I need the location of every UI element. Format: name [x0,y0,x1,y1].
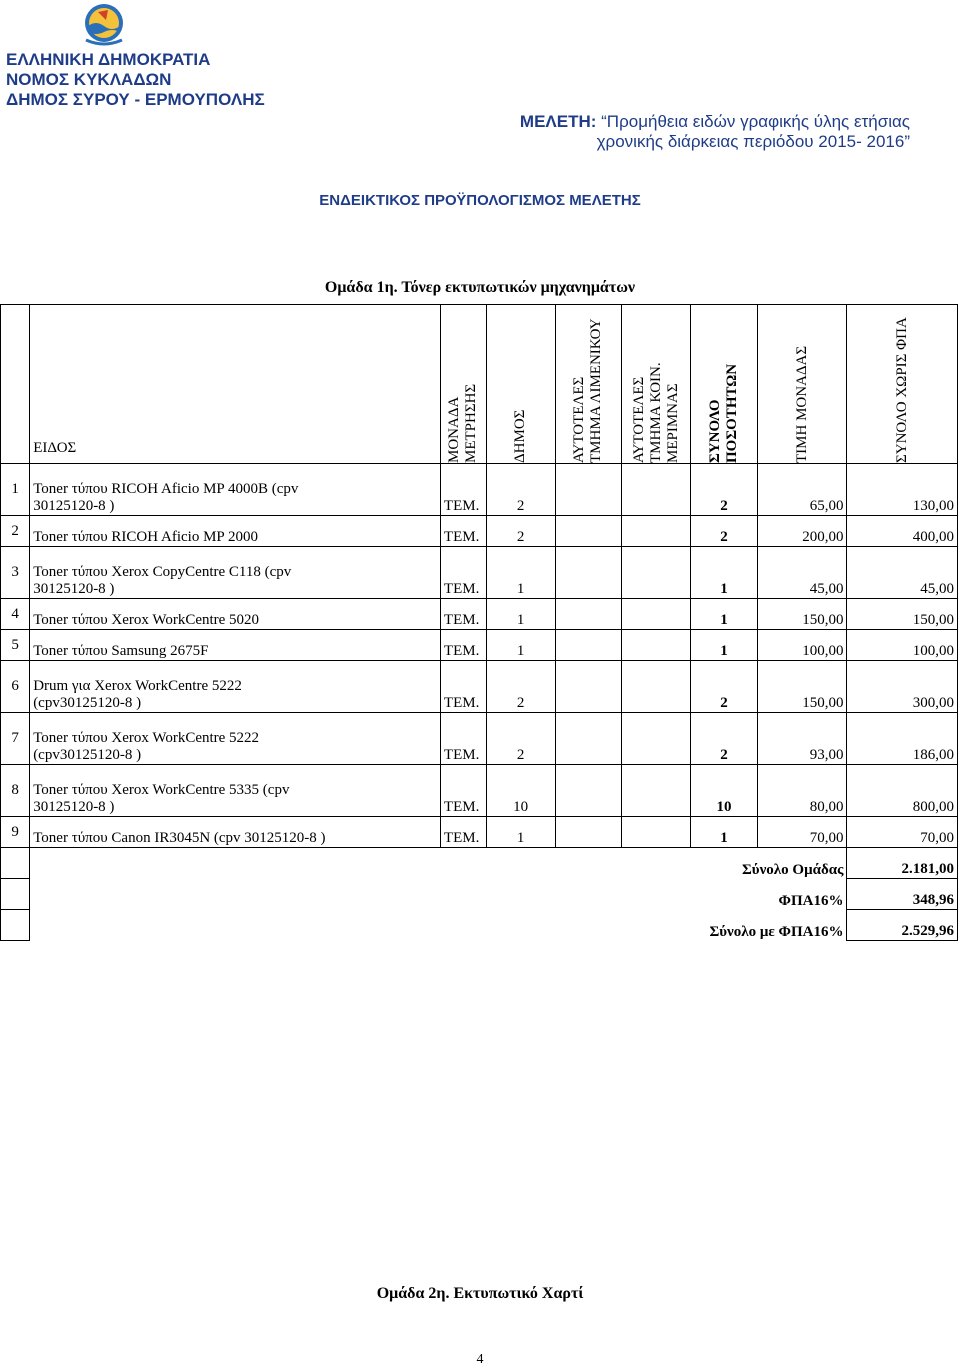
item-line: Toner τύπου Xerox WorkCentre 5222 [33,730,260,746]
port-fund-qty [555,630,622,661]
unit-price: 70,00 [757,817,847,848]
study-line-1: “Προμήθεια ειδών γραφικής ύλης ετήσιας [596,112,910,131]
item-line: (cpv30125120-8 ) [33,747,142,763]
row-total: 800,00 [847,765,958,817]
item-description [30,765,441,817]
group-2-title: Ομάδα 2η. Εκτυπωτικό Χαρτί [376,1285,584,1302]
header-social-care: ΑΥΤΟΤΕΛΕΣ ΤΜΗΜΑ ΚΟΙΝ. ΜΕΡΙΜΝΑΣ [622,305,691,464]
header-unit: ΜΟΝΑΔΑ ΜΕΤΡΗΣΗΣ [440,305,486,464]
study-label: ΜΕΛΕΤΗ: [519,112,597,131]
item-line: Toner τύπου Samsung 2675F [33,643,209,659]
municipality-qty: 2 [486,464,555,516]
header-unit-price: ΤΙΜΗ ΜΟΝΑΔΑΣ [757,305,847,464]
port-fund-qty [555,516,622,547]
header-port-fund: ΑΥΤΟΤΕΛΕΣ ΤΜΗΜΑ ΛΙΜΕΝΙΚΟΥ [555,305,622,464]
row-number: 9 [1,817,30,848]
totals-row [1,848,958,879]
header-total-no-vat: ΣΥΝΟΛΟ ΧΩΡΙΣ ΦΠΑ [847,305,958,464]
total-qty: 10 [691,765,758,817]
social-care-qty [622,661,691,713]
social-care-qty [622,765,691,817]
totals-spacer [1,910,30,941]
authority-prefecture: ΝΟΜΟΣ ΚΥΚΛΑΔΩΝ [6,70,172,89]
header-item: ΕΙΔΟΣ [30,305,441,464]
row-total: 150,00 [847,599,958,630]
municipality-qty: 10 [486,765,555,817]
row-number: 4 [1,599,30,630]
table-row [1,516,958,547]
item-description [30,516,441,547]
municipality-qty: 1 [486,547,555,599]
unit-price: 80,00 [757,765,847,817]
budget-table [0,304,958,941]
totals-body [1,848,958,941]
municipality-qty: 1 [486,599,555,630]
table-row [1,817,958,848]
table-row [1,599,958,630]
unit-cell: ΤΕΜ. [440,516,486,547]
item-description [30,630,441,661]
authority-country: ΕΛΛΗΝΙΚΗ ΔΗΜΟΚΡΑΤΙΑ [6,50,211,69]
total-qty: 1 [691,599,758,630]
unit-cell: ΤΕΜ. [440,630,486,661]
row-number: 8 [1,765,30,817]
unit-cell: ΤΕΜ. [440,599,486,630]
port-fund-qty [555,547,622,599]
item-line: (cpv30125120-8 ) [33,695,142,711]
table-row [1,464,958,516]
item-line: 30125120-8 ) [33,581,115,597]
document-title: ΕΝΔΕΙΚΤΙΚΟΣ ΠΡΟΫΠΟΛΟΓΙΣΜΟΣ ΜΕΛΕΤΗΣ [319,192,641,209]
row-total: 130,00 [847,464,958,516]
unit-price: 65,00 [757,464,847,516]
table-row [1,547,958,599]
unit-price: 150,00 [757,661,847,713]
total-qty: 2 [691,516,758,547]
totals-spacer [1,848,30,879]
item-line: 30125120-8 ) [33,799,115,815]
totals-label: Σύνολο με ΦΠΑ16% [709,923,844,940]
port-fund-qty [555,765,622,817]
unit-cell: ΤΕΜ. [440,765,486,817]
municipality-qty: 1 [486,817,555,848]
municipality-qty: 2 [486,516,555,547]
total-qty: 2 [691,464,758,516]
header-no-cell [1,305,30,464]
social-care-qty [622,547,691,599]
unit-price: 45,00 [757,547,847,599]
row-total: 70,00 [847,817,958,848]
table-row [1,630,958,661]
unit-price: 93,00 [757,713,847,765]
municipality-logo [78,2,130,48]
table-row [1,765,958,817]
social-care-qty [622,817,691,848]
social-care-qty [622,599,691,630]
totals-spacer [1,879,30,910]
unit-cell: ΤΕΜ. [440,817,486,848]
row-number: 1 [1,464,30,516]
row-total: 100,00 [847,630,958,661]
table-body [1,464,958,848]
totals-value: 348,96 [847,879,958,910]
item-description [30,464,441,516]
unit-cell: ΤΕΜ. [440,547,486,599]
study-line-2: χρονικής διάρκειας περιόδου 2015- 2016” [596,132,910,151]
row-number: 3 [1,547,30,599]
item-description [30,713,441,765]
municipality-qty: 1 [486,630,555,661]
totals-row [1,879,958,910]
header-total-qty: ΣΥΝΟΛΟ ΠΟΣΟΤΗΤΩΝ [691,305,758,464]
item-line: Drum για Xerox WorkCentre 5222 [33,678,242,694]
social-care-qty [622,516,691,547]
municipality-qty: 2 [486,661,555,713]
item-description [30,547,441,599]
unit-cell: ΤΕΜ. [440,713,486,765]
unit-price: 100,00 [757,630,847,661]
group-1-title: Ομάδα 1η. Τόνερ εκτυπωτικών μηχανημάτων [324,279,636,296]
total-qty: 1 [691,547,758,599]
port-fund-qty [555,599,622,630]
row-total: 300,00 [847,661,958,713]
port-fund-qty [555,713,622,765]
row-total: 45,00 [847,547,958,599]
row-number: 5 [1,630,30,661]
municipality-qty: 2 [486,713,555,765]
total-qty: 2 [691,661,758,713]
table-row [1,661,958,713]
social-care-qty [622,464,691,516]
item-description [30,817,441,848]
social-care-qty [622,630,691,661]
port-fund-qty [555,661,622,713]
item-line: 30125120-8 ) [33,498,115,514]
page-number: 4 [476,1352,484,1367]
totals-label: ΦΠΑ16% [778,892,844,909]
unit-cell: ΤΕΜ. [440,464,486,516]
totals-label: Σύνολο Ομάδας [742,861,844,878]
study-title [470,112,910,152]
table-row [1,713,958,765]
unit-price: 150,00 [757,599,847,630]
item-line: Toner τύπου Xerox WorkCentre 5020 [33,612,260,628]
unit-cell: ΤΕΜ. [440,661,486,713]
header-municipality: ΔΗΜΟΣ [486,305,555,464]
item-line: Toner τύπου RICOH Aficio MP 4000B (cpv [33,481,299,497]
total-qty: 1 [691,817,758,848]
authority-block [6,50,265,110]
item-line: Toner τύπου Xerox WorkCentre 5335 (cpv [33,782,290,798]
row-total: 186,00 [847,713,958,765]
totals-row [1,910,958,941]
item-description [30,661,441,713]
row-number: 7 [1,713,30,765]
table-header-row [1,305,958,464]
port-fund-qty [555,464,622,516]
row-total: 400,00 [847,516,958,547]
port-fund-qty [555,817,622,848]
unit-price: 200,00 [757,516,847,547]
item-line: Toner τύπου RICOH Aficio MP 2000 [33,529,258,545]
totals-value: 2.529,96 [847,910,958,941]
total-qty: 2 [691,713,758,765]
row-number: 2 [1,516,30,547]
totals-value: 2.181,00 [847,848,958,879]
social-care-qty [622,713,691,765]
item-line: Toner τύπου Xerox CopyCentre C118 (cpv [33,564,292,580]
row-number: 6 [1,661,30,713]
item-line: Toner τύπου Canon IR3045N (cpv 30125120-8 ) [33,830,326,846]
total-qty: 1 [691,630,758,661]
authority-municipality: ΔΗΜΟΣ ΣΥΡΟΥ - ΕΡΜΟΥΠΟΛΗΣ [6,90,265,109]
item-description [30,599,441,630]
